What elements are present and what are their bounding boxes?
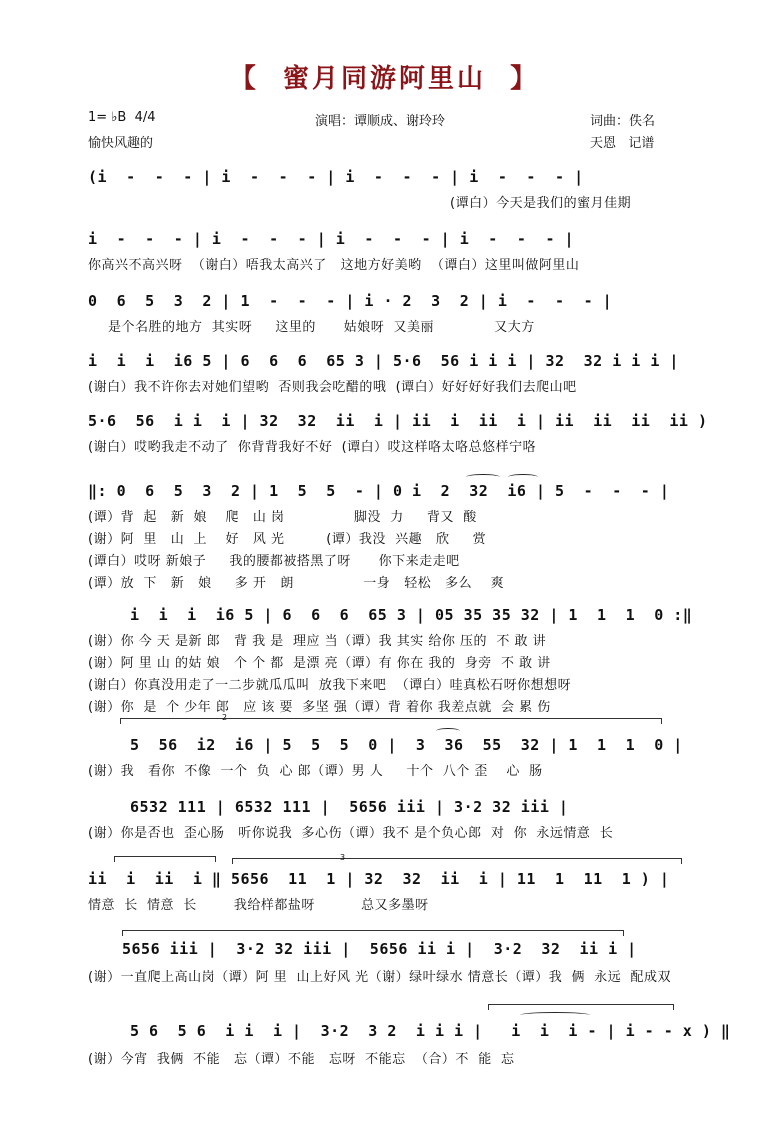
volta-bracket-1 [114, 856, 216, 862]
lyric-line-10: 情意 长 情意 长 我给样都盐呀 总又多墨呀 [88, 898, 429, 913]
tie-arc [520, 1012, 590, 1018]
tie-arc [466, 474, 500, 480]
lyric-line-2: 你高兴不高兴呀 （谢白）唔我太高兴了 这地方好美哟 （谭白）这里叫做阿里山 [88, 258, 580, 273]
lyric-line-6c: (谭白）哎呀 新娘子 我的腰都被搭黑了呀 你下来走走吧 [88, 554, 460, 569]
lyric-line-11: (谢）一直爬上高山岗（谭）阿 里 山上好风 光（谢）绿叶绿水 情意长（谭）我 俩 永远 配成双 [88, 970, 672, 985]
notation-line-5: 5·6 56 i i i | 32 32 ii i | ii i ii i | ii ii ii ii ) [88, 412, 708, 430]
notation-line-12: 5 6 5 6 i i i | 3·2 3 2 i i i | i i i - | i - - x ) ‖ [130, 1022, 731, 1040]
lyric-line-7b: (谢）阿 里 山 的姑 娘 个 个 都 是漂 亮（谭）有 你在 我的 身旁 不 敢 讲 [88, 656, 551, 671]
lyric-line-6b: (谢）阿 里 山 上 好 风 光 (谭）我没 兴趣 欣 赏 [88, 532, 487, 547]
notation-line-7: i i i i6 5 | 6 6 6 65 3 | 05 35 35 32 | 1 1 1 0 :‖ [130, 606, 693, 624]
tempo-mood: 愉快风趣的 [88, 136, 154, 151]
song-title: 【 蜜月同游阿里山 】 [229, 64, 540, 94]
notation-line-3: 0 6 5 3 2 | 1 - - - | i · 2 3 2 | i - - - | [88, 292, 613, 310]
notation-line-6: ‖: 0 6 5 3 2 | 1 5 5 - | 0 i 2 32 i6 | 5 - - - | [88, 482, 670, 500]
volta-number-3: 3 [340, 853, 346, 862]
notation-line-2: i - - - | i - - - | i - - - | i - - - | [88, 230, 575, 248]
lyric-line-7c: (谢白）你真没用走了一二步就瓜瓜叫 放我下来吧 （谭白）哇真松石呀你想想呀 [88, 678, 572, 693]
lyric-line-6a: (谭）背 起 新 娘 爬 山 岗 脚没 力 背又 酸 [88, 510, 477, 525]
lyric-line-9: (谢）你是否也 歪心肠 听你说我 多心伤（谭）我不 是个负心郎 对 你 永远情意 长 [88, 826, 614, 841]
lyric-line-5: (谢白）哎哟我走不动了 你背背我好不好 (谭白）哎这样咯太咯总悠样宁咯 [88, 440, 537, 455]
lyric-line-1: (谭白）今天是我们的蜜月佳期 [450, 196, 632, 211]
bracket-line [122, 930, 624, 936]
transcriber-credit: 天恩 记谱 [590, 136, 655, 151]
notation-line-8: 5 56 i2 i6 | 5 5 5 0 | 3 36 55 32 | 1 1 1 0 | [130, 736, 683, 754]
tie-arc [436, 728, 460, 734]
bracket-line [488, 1004, 674, 1010]
notation-line-11: 5656 iii | 3·2 32 iii | 5656 ii i | 3·2 32 ii i | [122, 940, 637, 958]
lyric-line-7d: (谢）你 是 个 少年 郎 应 该 要 多坚 强（谭）背 着你 我差点就 会 累 伤 [88, 700, 551, 715]
lyrics-credit: 词曲：佚名 [590, 114, 656, 129]
volta-bracket-2 [120, 718, 662, 724]
notation-line-9: 6532 111 | 6532 111 | 5656 iii | 3·2 32 iii | [130, 798, 569, 816]
lyric-line-7a: (谢）你 今 天 是新 郎 背 我 是 理应 当（谭）我 其实 给你 压的 不 敢 讲 [88, 634, 547, 649]
lyric-line-3: 是个名胜的地方 其实呀 这里的 姑娘呀 又美丽 又大方 [108, 320, 535, 335]
key-signature: 1= ♭B 4/4 [88, 110, 156, 125]
notation-line-4: i i i i6 5 | 6 6 6 65 3 | 5·6 56 i i i | 32 32 i i i | [88, 352, 679, 370]
singer-credit: 演唱：谭顺成、谢玲玲 [315, 114, 446, 129]
lyric-line-6d: (谭）放 下 新 娘 多 开 朗 一身 轻松 多么 爽 [88, 576, 505, 591]
volta-bracket-3 [232, 858, 682, 864]
lyric-line-4: (谢白）我不许你去对她们望哟 否则我会吃醋的哦 (谭白）好好好好我们去爬山吧 [88, 380, 577, 395]
lyric-line-8: (谢）我 看你 不像 一个 负 心 郎（谭）男 人 十个 八个 歪 心 肠 [88, 764, 543, 779]
notation-line-1: (i - - - | i - - - | i - - - | i - - - | [88, 168, 584, 186]
volta-number-2: 2 [222, 713, 228, 722]
lyric-line-12: (谢）今宵 我俩 不能 忘（谭）不能 忘呀 不能忘 （合）不 能 忘 [88, 1052, 515, 1067]
tie-arc [508, 474, 538, 480]
notation-line-10: ii i ii i ‖ 5656 11 1 | 32 32 ii i | 11 1 11 1 ) | [88, 870, 670, 888]
